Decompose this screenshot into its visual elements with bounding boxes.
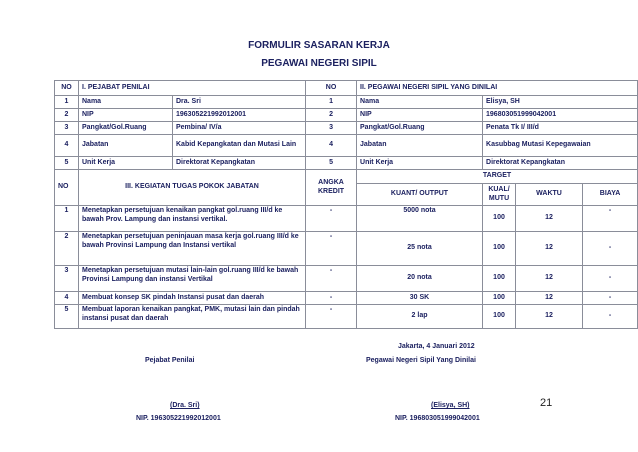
task-description: Membuat konsep SK pindah Instansi pusat dan daerah <box>79 292 306 305</box>
task-kuant: 25 nota <box>357 232 483 266</box>
tasks-title: III. KEGIATAN TUGAS POKOK JABATAN <box>79 170 306 206</box>
row-label: Unit Kerja <box>357 157 483 170</box>
place-date: Jakarta, 4 Januari 2012 <box>398 343 475 350</box>
row-label: Jabatan <box>357 135 483 157</box>
row-label: Nama <box>79 96 173 109</box>
task-waktu: 12 <box>516 232 583 266</box>
task-biaya: - <box>583 292 638 305</box>
row-no: 2 <box>55 109 79 122</box>
row-no: 1 <box>55 96 79 109</box>
task-waktu: 12 <box>516 266 583 292</box>
left-signer-role: Pejabat Penilai <box>145 357 195 364</box>
row-label: NIP <box>357 109 483 122</box>
left-signer-name: (Dra. Sri) <box>170 402 200 409</box>
task-kual: 100 <box>483 206 516 232</box>
identity-row <box>55 122 638 135</box>
row-label: Pangkat/Gol.Ruang <box>357 122 483 135</box>
task-kuant: 20 nota <box>357 266 483 292</box>
waktu-header: WAKTU <box>516 184 583 206</box>
task-kuant: 30 SK <box>357 292 483 305</box>
form-title: FORMULIR SASARAN KERJA <box>248 40 390 51</box>
task-row <box>55 305 638 329</box>
left-signer-nip: NIP. 196305221992012001 <box>136 415 221 422</box>
row-value: Penata Tk I/ III/d <box>483 122 638 135</box>
task-waktu: 12 <box>516 206 583 232</box>
row-no: 5 <box>306 157 357 170</box>
row-no: 1 <box>306 96 357 109</box>
task-no: 4 <box>55 292 79 305</box>
section1-no-header: NO <box>55 81 79 96</box>
row-value: Kasubbag Mutasi Kepegawaian <box>483 135 638 157</box>
row-no: 3 <box>55 122 79 135</box>
task-kuant: 5000 nota <box>357 206 483 232</box>
task-angka-kredit: - <box>306 266 357 292</box>
kual-header: KUAL/ MUTU <box>483 184 516 206</box>
form-subtitle: PEGAWAI NEGERI SIPIL <box>261 58 377 69</box>
tasks-header-row <box>55 170 638 184</box>
row-no: 4 <box>55 135 79 157</box>
task-kual: 100 <box>483 266 516 292</box>
identity-row <box>55 135 638 157</box>
biaya-header: BIAYA <box>583 184 638 206</box>
task-row <box>55 292 638 305</box>
row-label: NIP <box>79 109 173 122</box>
row-value: Dra. Sri <box>173 96 306 109</box>
task-no: 2 <box>55 232 79 266</box>
task-angka-kredit: - <box>306 206 357 232</box>
identity-row <box>55 96 638 109</box>
row-value: 196803051999042001 <box>483 109 638 122</box>
row-label: Jabatan <box>79 135 173 157</box>
right-signer-role: Pegawai Negeri Sipil Yang Dinilai <box>366 357 476 364</box>
task-description: Menetapkan persetujuan peninjauan masa kerja gol.ruang III/d ke bawah Provinsi Lampung dan Instansi vertikal <box>79 232 306 266</box>
target-form-table <box>54 80 638 329</box>
task-biaya: - <box>583 305 638 329</box>
task-kuant: 2 lap <box>357 305 483 329</box>
angka-kredit-header: ANGKA KREDIT <box>306 170 357 206</box>
row-value: Kabid Kepangkatan dan Mutasi Lain <box>173 135 306 157</box>
task-description: Menetapkan persetujuan kenaikan pangkat gol.ruang III/d ke bawah Prov. Lampung dan instansi vertikal. <box>79 206 306 232</box>
task-biaya: - <box>583 266 638 292</box>
row-label: Nama <box>357 96 483 109</box>
task-row <box>55 232 638 266</box>
row-no: 3 <box>306 122 357 135</box>
task-no: 1 <box>55 206 79 232</box>
identity-row <box>55 157 638 170</box>
task-no: 3 <box>55 266 79 292</box>
tasks-no-header: NO <box>55 170 79 206</box>
row-label: Pangkat/Gol.Ruang <box>79 122 173 135</box>
task-description: Membuat laporan kenaikan pangkat, PMK, mutasi lain dan pindah instansi pusat dan daerah <box>79 305 306 329</box>
task-waktu: 12 <box>516 292 583 305</box>
page-number: 21 <box>540 397 553 409</box>
section2-title: II. PEGAWAI NEGERI SIPIL YANG DINILAI <box>357 81 638 96</box>
row-value: Elisya, SH <box>483 96 638 109</box>
section1-title: I. PEJABAT PENILAI <box>79 81 306 96</box>
right-signer-name: (Elisya, SH) <box>431 402 470 409</box>
row-value: Direktorat Kepangkatan <box>483 157 638 170</box>
row-no: 2 <box>306 109 357 122</box>
section2-no-header: NO <box>306 81 357 96</box>
row-value: 196305221992012001 <box>173 109 306 122</box>
task-angka-kredit: - <box>306 292 357 305</box>
kuant-header: KUANT/ OUTPUT <box>357 184 483 206</box>
task-kual: 100 <box>483 305 516 329</box>
task-kual: 100 <box>483 292 516 305</box>
task-waktu: 12 <box>516 305 583 329</box>
row-value: Direktorat Kepangkatan <box>173 157 306 170</box>
section-header-row <box>55 81 638 96</box>
target-header: TARGET <box>357 170 638 184</box>
task-description: Menetapkan persetujuan mutasi lain-lain gol.ruang III/d ke bawah Provinsi Lampung dan instansi Vertikal <box>79 266 306 292</box>
row-no: 4 <box>306 135 357 157</box>
right-signer-nip: NIP. 196803051999042001 <box>395 415 480 422</box>
task-row <box>55 266 638 292</box>
task-row <box>55 206 638 232</box>
task-biaya: - <box>583 206 638 232</box>
task-angka-kredit: - <box>306 305 357 329</box>
row-value: Pembina/ IV/a <box>173 122 306 135</box>
task-kual: 100 <box>483 232 516 266</box>
task-no: 5 <box>55 305 79 329</box>
row-label: Unit Kerja <box>79 157 173 170</box>
identity-row <box>55 109 638 122</box>
row-no: 5 <box>55 157 79 170</box>
task-angka-kredit: - <box>306 232 357 266</box>
task-biaya: - <box>583 232 638 266</box>
